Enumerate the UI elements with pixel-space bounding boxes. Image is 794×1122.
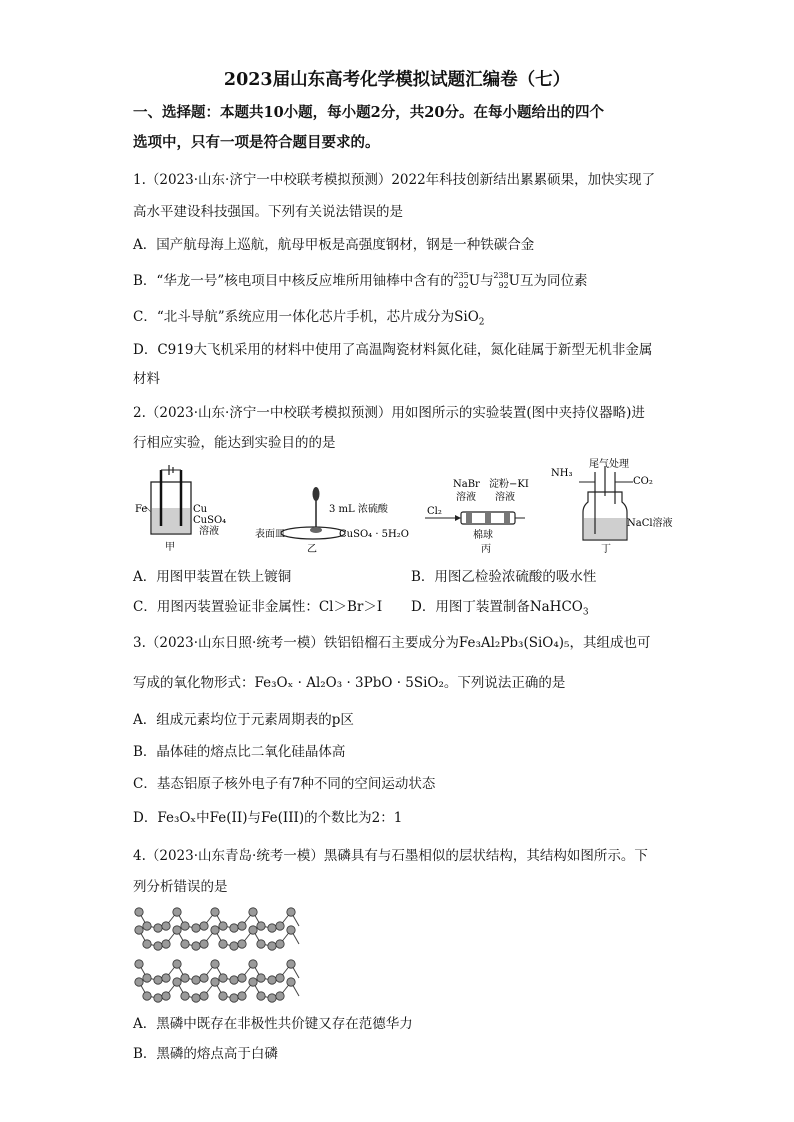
label-tail-gas: 尾气处理 [589, 459, 629, 470]
phosphorus-atom [173, 926, 181, 934]
phosphorus-atom [287, 978, 295, 986]
phosphorus-atom [230, 942, 238, 950]
subscript: 2 [478, 317, 485, 328]
q1-option-b-text: B．“华龙一号”核电项目中核反应堆所用铀棒中含有的 [133, 273, 454, 289]
phosphorus-atom [192, 924, 200, 932]
q4-option-b: B．黑磷的熔点高于白磷 [133, 1046, 278, 1062]
phosphorus-atom [238, 992, 246, 1000]
phosphorus-atom [143, 922, 151, 930]
label-co2: CO₂ [633, 476, 653, 487]
q1-stem-line2: 高水平建设科技强国。下列有关说法错误的是 [133, 204, 403, 220]
atomic-number: 92 [498, 281, 509, 290]
q3-option-c: C．基态铝原子核外电子有7种不同的空间运动状态 [133, 776, 436, 792]
phosphorus-atom [268, 994, 276, 1002]
phosphorus-atom [211, 978, 219, 986]
phosphorus-atom [249, 978, 257, 986]
phosphorus-atom [135, 908, 143, 916]
phosphorus-atom [230, 924, 238, 932]
apparatus-ding [551, 457, 673, 555]
formula-oxide-form: Fe₃Oₓ · Al₂O₃ · 3PbO · 5SiO₂ [254, 675, 444, 691]
phosphorus-atom [257, 992, 265, 1000]
q3-stem-end: ，其组成也可 [569, 635, 651, 651]
label-cu: Cu [193, 504, 208, 515]
q2-option-d [411, 598, 589, 616]
phosphorus-atom [211, 908, 219, 916]
phosphorus-atom [249, 960, 257, 968]
label-ding: 丁 [601, 544, 611, 555]
phosphorus-atom [287, 960, 295, 968]
phosphorus-atom [238, 922, 246, 930]
q3-stem-line2-end: 。下列说法正确的是 [443, 675, 566, 691]
q2-option-d-text: D．用图丁装置制备NaHCO [411, 599, 583, 615]
phosphorus-atom [219, 992, 227, 1000]
phosphorus-atom [268, 942, 276, 950]
phosphorus-atom [200, 992, 208, 1000]
q1-option-b-end: U互为同位素 [508, 273, 588, 289]
phosphorus-atom [135, 978, 143, 986]
page-title: 2023届山东高考化学模拟试题汇编卷（七） [223, 70, 571, 90]
q1-option-b [133, 272, 588, 290]
mass-number: 235 [453, 271, 469, 280]
q2-stem-line2: 行相应实验，能达到实验目的的是 [133, 435, 336, 451]
phosphorus-atom [276, 922, 284, 930]
black-phosphorus-structure-figure [133, 906, 298, 1012]
phosphorus-atom [200, 940, 208, 948]
section-heading-line2: 选项中，只有一项是符合题目要求的。 [133, 134, 380, 151]
phosphorus-atom [162, 940, 170, 948]
label-solution: 溶液 [199, 526, 219, 537]
phosphorus-atom [135, 926, 143, 934]
q2-option-a: A．用图甲装置在铁上镀铜 [133, 569, 292, 585]
phosphorus-atom [192, 942, 200, 950]
q1-option-c-text: C．“北斗导航”系统应用一体化芯片手机，芯片成分为SiO [133, 309, 479, 325]
phosphorus-atom [173, 960, 181, 968]
phosphorus-atom [276, 940, 284, 948]
mass-number: 238 [493, 271, 509, 280]
phosphorus-atom [268, 976, 276, 984]
q3-option-d-label: D． [133, 810, 158, 826]
label-bing: 丙 [481, 544, 491, 555]
label-starch-ki: 淀粉−KI [489, 479, 529, 490]
phosphorus-atom [287, 926, 295, 934]
q1-option-c [133, 308, 485, 326]
phosphorus-atom [249, 908, 257, 916]
q3-stem-line1 [133, 634, 650, 652]
atomic-number: 92 [458, 281, 469, 290]
phosphorus-atom [162, 922, 170, 930]
isotope-u238 [494, 272, 509, 290]
phosphorus-atom [200, 922, 208, 930]
phosphorus-atom [181, 992, 189, 1000]
phosphorus-atom [143, 940, 151, 948]
q3-option-b: B．晶体硅的熔点比二氧化硅晶体高 [133, 744, 346, 760]
phosphorus-atom [173, 978, 181, 986]
phosphorus-atom [162, 992, 170, 1000]
formula-garnet: Fe₃Al₂Pb₃(SiO₄)₅ [458, 635, 570, 651]
subscript: 3 [582, 607, 589, 618]
label-nacl: NaCl溶液 [627, 518, 673, 529]
phosphorus-atom [230, 994, 238, 1002]
section-heading-line1: 一、选择题：本题共10小题，每小题2分，共20分。在每小题给出的四个 [133, 104, 604, 121]
phosphorus-atom [276, 974, 284, 982]
label-jia: 甲 [165, 542, 175, 553]
phosphorus-atom [257, 974, 265, 982]
phosphorus-atom [192, 994, 200, 1002]
q3-option-d [133, 809, 402, 827]
apparatus-figure [133, 459, 673, 556]
q2-stem-line1: 2.（2023·山东·济宁一中校联考模拟预测）用如图所示的实验装置(图中夹持仪器略)进 [133, 405, 645, 421]
phosphorus-atom [230, 976, 238, 984]
phosphorus-atom [238, 974, 246, 982]
phosphorus-atom [192, 976, 200, 984]
phosphorus-atom [219, 974, 227, 982]
phosphorus-atom [249, 926, 257, 934]
label-solution: 溶液 [495, 492, 515, 503]
q1-option-b-mid: U与 [468, 273, 494, 289]
label-watch-glass: 表面皿 [255, 529, 285, 540]
phosphorus-atom [181, 974, 189, 982]
apparatus-jia [135, 465, 226, 553]
q1-option-d-line2: 材料 [133, 371, 160, 387]
label-acid: 3 mL 浓硫酸 [329, 504, 388, 515]
q3-option-a: A．组成元素均位于元素周期表的p区 [133, 712, 354, 728]
phosphorus-atom [200, 974, 208, 982]
label-nabr: NaBr [453, 479, 480, 490]
apparatus-yi [255, 487, 409, 555]
q4-stem-line1: 4.（2023·山东青岛·统考一模）黑磷具有与石墨相似的层状结构，其结构如图所示。下 [133, 848, 648, 864]
phosphorus-atom [257, 922, 265, 930]
phosphorus-atom [181, 940, 189, 948]
label-yi: 乙 [307, 544, 317, 555]
phosphorus-atom [219, 940, 227, 948]
phosphorus-atom [143, 992, 151, 1000]
label-cl2: Cl₂ [427, 506, 442, 517]
phosphorus-atom [154, 994, 162, 1002]
phosphorus-atom [154, 924, 162, 932]
q3-stem-line2 [133, 674, 565, 692]
phosphorus-atom [238, 940, 246, 948]
phosphorus-atom [276, 992, 284, 1000]
phosphorus-atom [211, 926, 219, 934]
phosphorus-atom [162, 974, 170, 982]
q3-option-d-text: 中Fe(II)与Fe(III)的个数比为2：1 [196, 810, 403, 826]
phosphorus-atom [181, 922, 189, 930]
phosphorus-atom [173, 908, 181, 916]
apparatus-bing [425, 477, 529, 555]
phosphorus-atom [268, 924, 276, 932]
q2-option-c: C．用图丙装置验证非金属性：Cl＞Br＞I [133, 599, 383, 615]
q4-option-a: A．黑磷中既存在非极性共价键又存在范德华力 [133, 1016, 413, 1032]
phosphorus-atom [211, 960, 219, 968]
q3-stem-line2-text: 写成的氧化物形式： [133, 675, 255, 691]
q1-stem-line1: 1.（2023·山东·济宁一中校联考模拟预测）2022年科技创新结出累累硕果，加快实现了 [133, 172, 656, 188]
label-solution: 溶液 [456, 492, 476, 503]
label-cuso4: CuSO₄ [193, 515, 227, 526]
phosphorus-atom [135, 960, 143, 968]
q3-stem-text: 3.（2023·山东日照·统考一模）铁铝铅榴石主要成分为 [133, 635, 459, 651]
isotope-u235 [454, 272, 469, 290]
q2-option-b: B．用图乙检验浓硫酸的吸水性 [411, 569, 597, 585]
q1-option-a: A．国产航母海上巡航，航母甲板是高强度钢材，钢是一种铁碳合金 [133, 237, 535, 253]
phosphorus-atom [154, 976, 162, 984]
q4-stem-line2: 列分析错误的是 [133, 879, 228, 895]
phosphorus-atom [257, 940, 265, 948]
label-nh3: NH₃ [551, 468, 573, 479]
phosphorus-atom [154, 942, 162, 950]
phosphorus-atom [287, 908, 295, 916]
label-fe: Fe [135, 504, 148, 515]
label-cotton: 棉球 [473, 530, 493, 541]
formula-fe3ox: Fe₃Oₓ [157, 810, 197, 826]
phosphorus-atom [219, 922, 227, 930]
q1-option-d-line1: D．C919大飞机采用的材料中使用了高温陶瓷材料氮化硅，氮化硅属于新型无机非金属 [133, 342, 653, 358]
label-crystal: CuSO₄ · 5H₂O [339, 529, 409, 540]
phosphorus-atom [143, 974, 151, 982]
